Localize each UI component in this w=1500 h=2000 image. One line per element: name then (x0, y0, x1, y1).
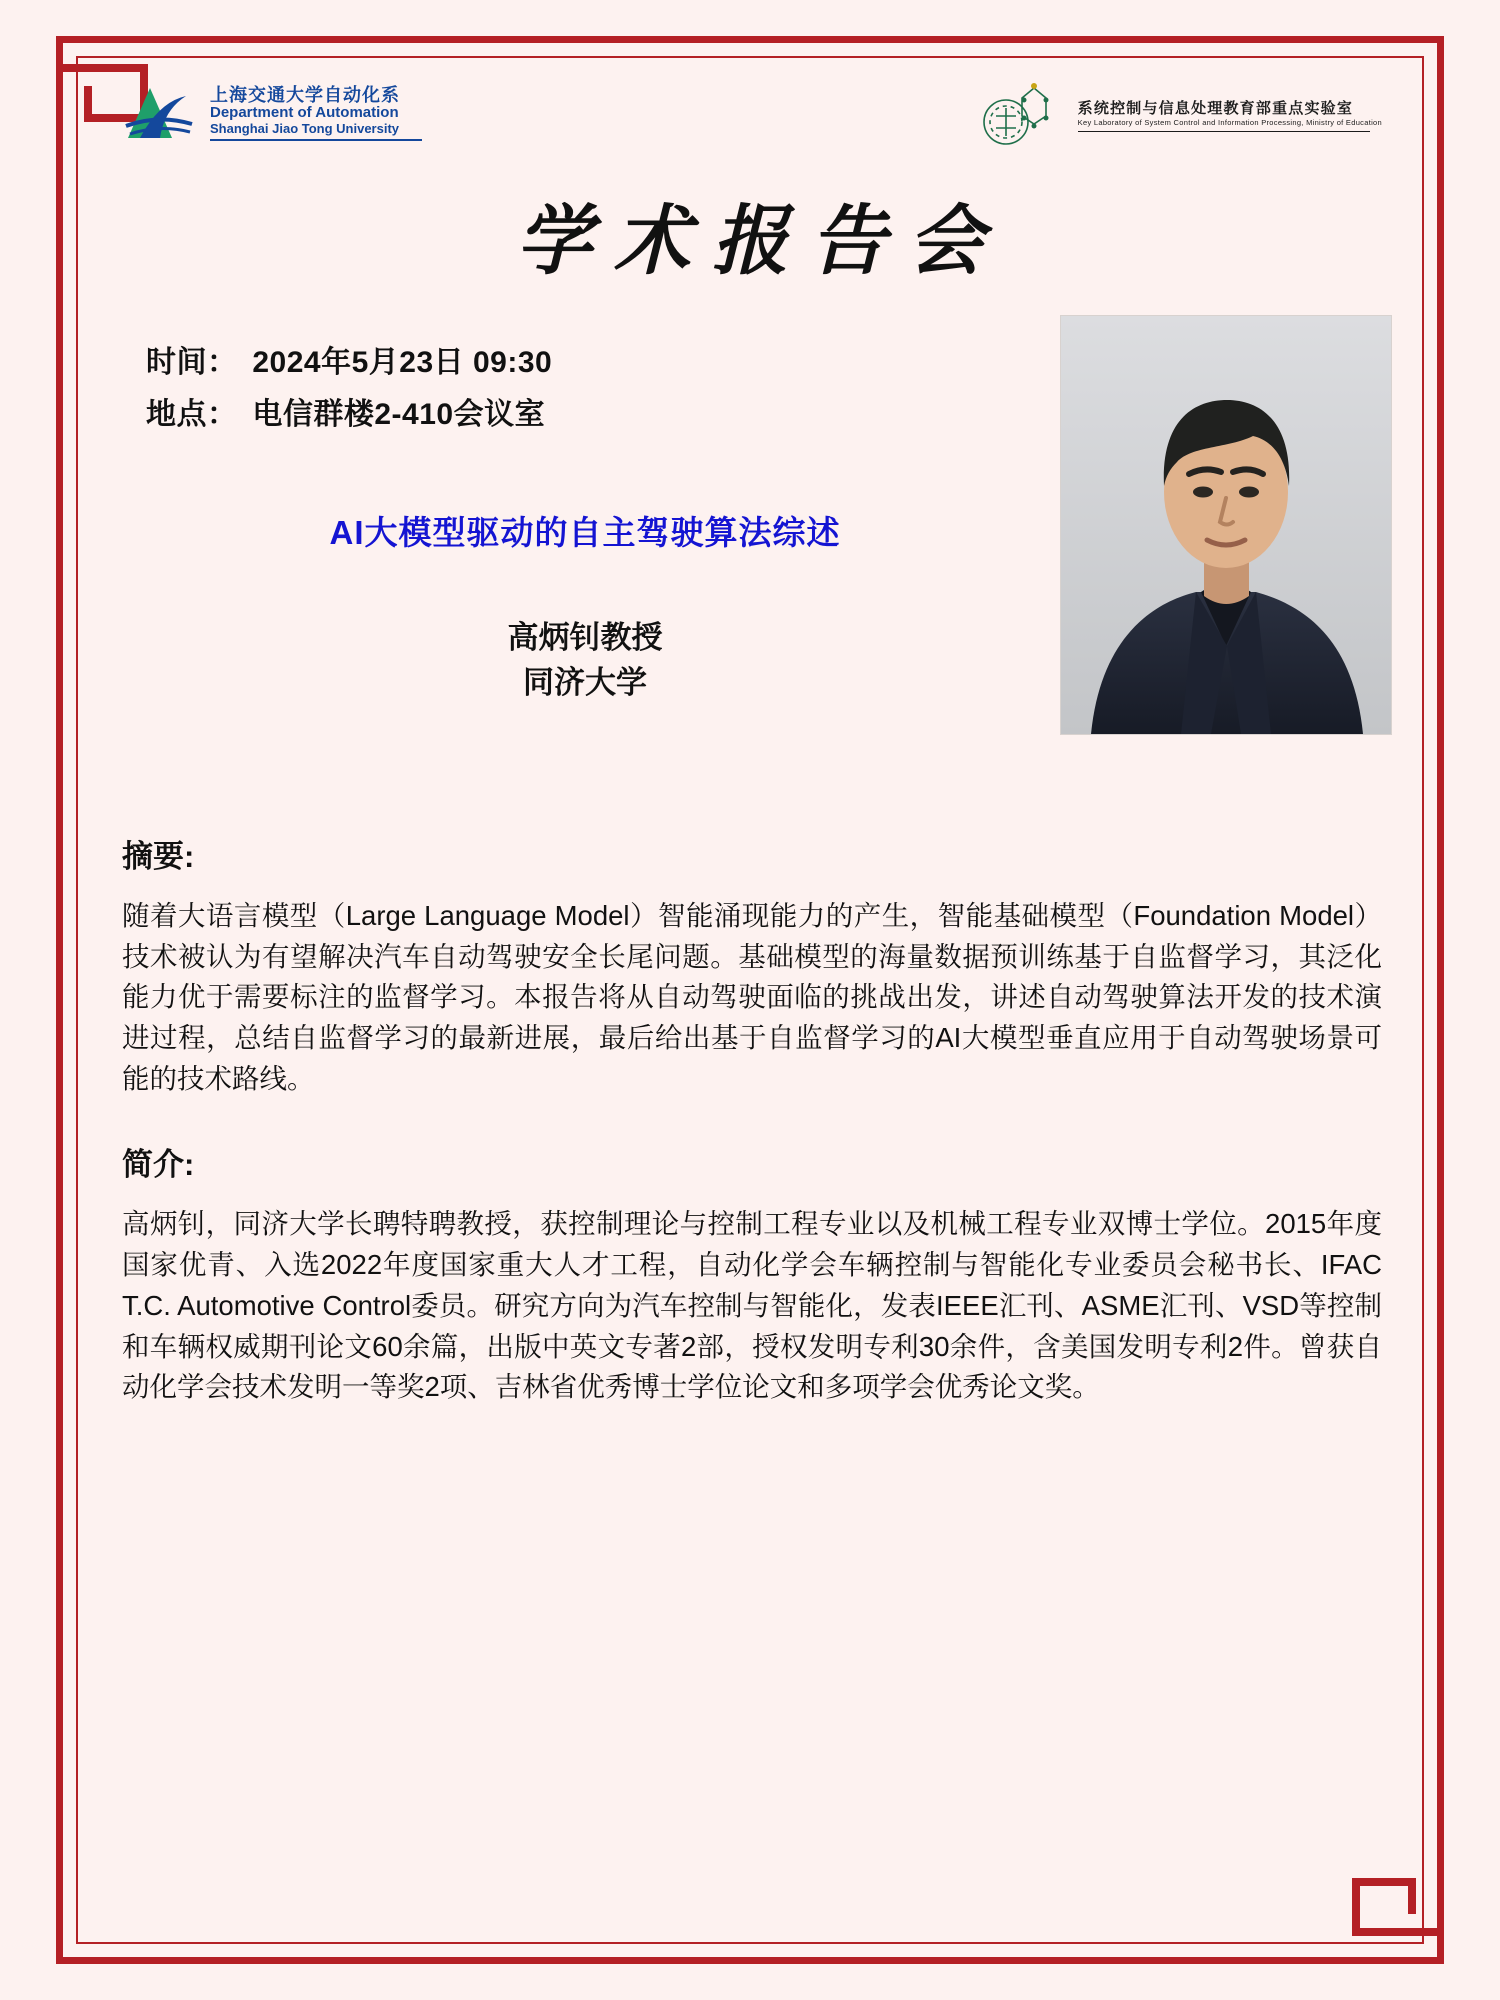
lab-name-cn: 系统控制与信息处理教育部重点实验室 (1077, 99, 1354, 117)
bio-text: 高炳钊，同济大学长聘特聘教授，获控制理论与控制工程专业以及机械工程专业双博士学位。2015年度国家优青、入选2022年度国家重大人才工程，自动化学会车辆控制与智能化专业委员会秘书长、IFAC T.C. Automotive Control委员。研究方向为汽车控制与智能化，发表IEEE汇刊、ASME汇刊、VSD等控制和车辆权威期刊论文60余篇，出版中英文专著2部，授权发明专利30余件，含美国发明专利2件。曾获自动化学会技术发明一等奖2项、吉林省优秀博士学位论文和多项学会优秀论文奖。 (122, 1208, 1382, 1403)
lab-name-en: Key Laboratory of System Control and Information Processing, Ministry of Education (1077, 118, 1382, 128)
event-place-value: 电信群楼2-410会议室 (252, 398, 546, 431)
sjtu-logo-block (120, 80, 422, 146)
bio-section (100, 1139, 1400, 1407)
abstract-section (100, 831, 1400, 1099)
lab-logo-text (1078, 100, 1382, 133)
sjtu-name-cn: 上海交通大学自动化系 (210, 85, 400, 106)
abstract-text: 随着大语言模型（Large Language Model）智能涌现能力的产生，智能基础模型（Foundation Model）技术被认为有望解决汽车自动驾驶安全长尾问题。基础模型的海量数据预训练基于自监督学习，其泛化能力优于需要标注的监督学习。本报告将从自动驾驶面临的挑战出发，讲述自动驾驶算法开发的技术演进过程，总结自监督学习的最新进展，最后给出基于自监督学习的AI大模型垂直应用于自动驾驶场景可能的技术路线。 (122, 900, 1382, 1094)
logo-row (100, 70, 1400, 162)
abstract-heading: 摘要: (122, 839, 195, 874)
speaker-name: 高炳钊教授 (507, 620, 663, 655)
speaker-affiliation: 同济大学 (523, 664, 647, 700)
sjtu-logo-icon (120, 80, 198, 146)
lab-logo-block (976, 78, 1382, 154)
sjtu-logo-text (210, 85, 422, 141)
header-section (100, 315, 1400, 785)
poster-content (100, 70, 1400, 1930)
sjtu-name-en1: Department of Automation (210, 104, 399, 122)
event-place-label: 地点： (146, 398, 238, 431)
event-time-value: 2024年5月23日 09:30 (252, 346, 553, 379)
sjtu-logo-rule (210, 139, 422, 141)
lab-logo-rule (1078, 131, 1370, 133)
sjtu-name-en2: Shanghai Jiao Tong University (210, 121, 400, 137)
page-title: 学术报告会 (516, 196, 1006, 285)
speaker-photo (1060, 315, 1392, 735)
talk-title: AI大模型驱动的自主驾驶算法综述 (329, 514, 841, 551)
bio-heading: 简介: (122, 1147, 195, 1183)
lab-logo-icon (976, 78, 1068, 154)
event-time-label: 时间： (146, 346, 238, 379)
